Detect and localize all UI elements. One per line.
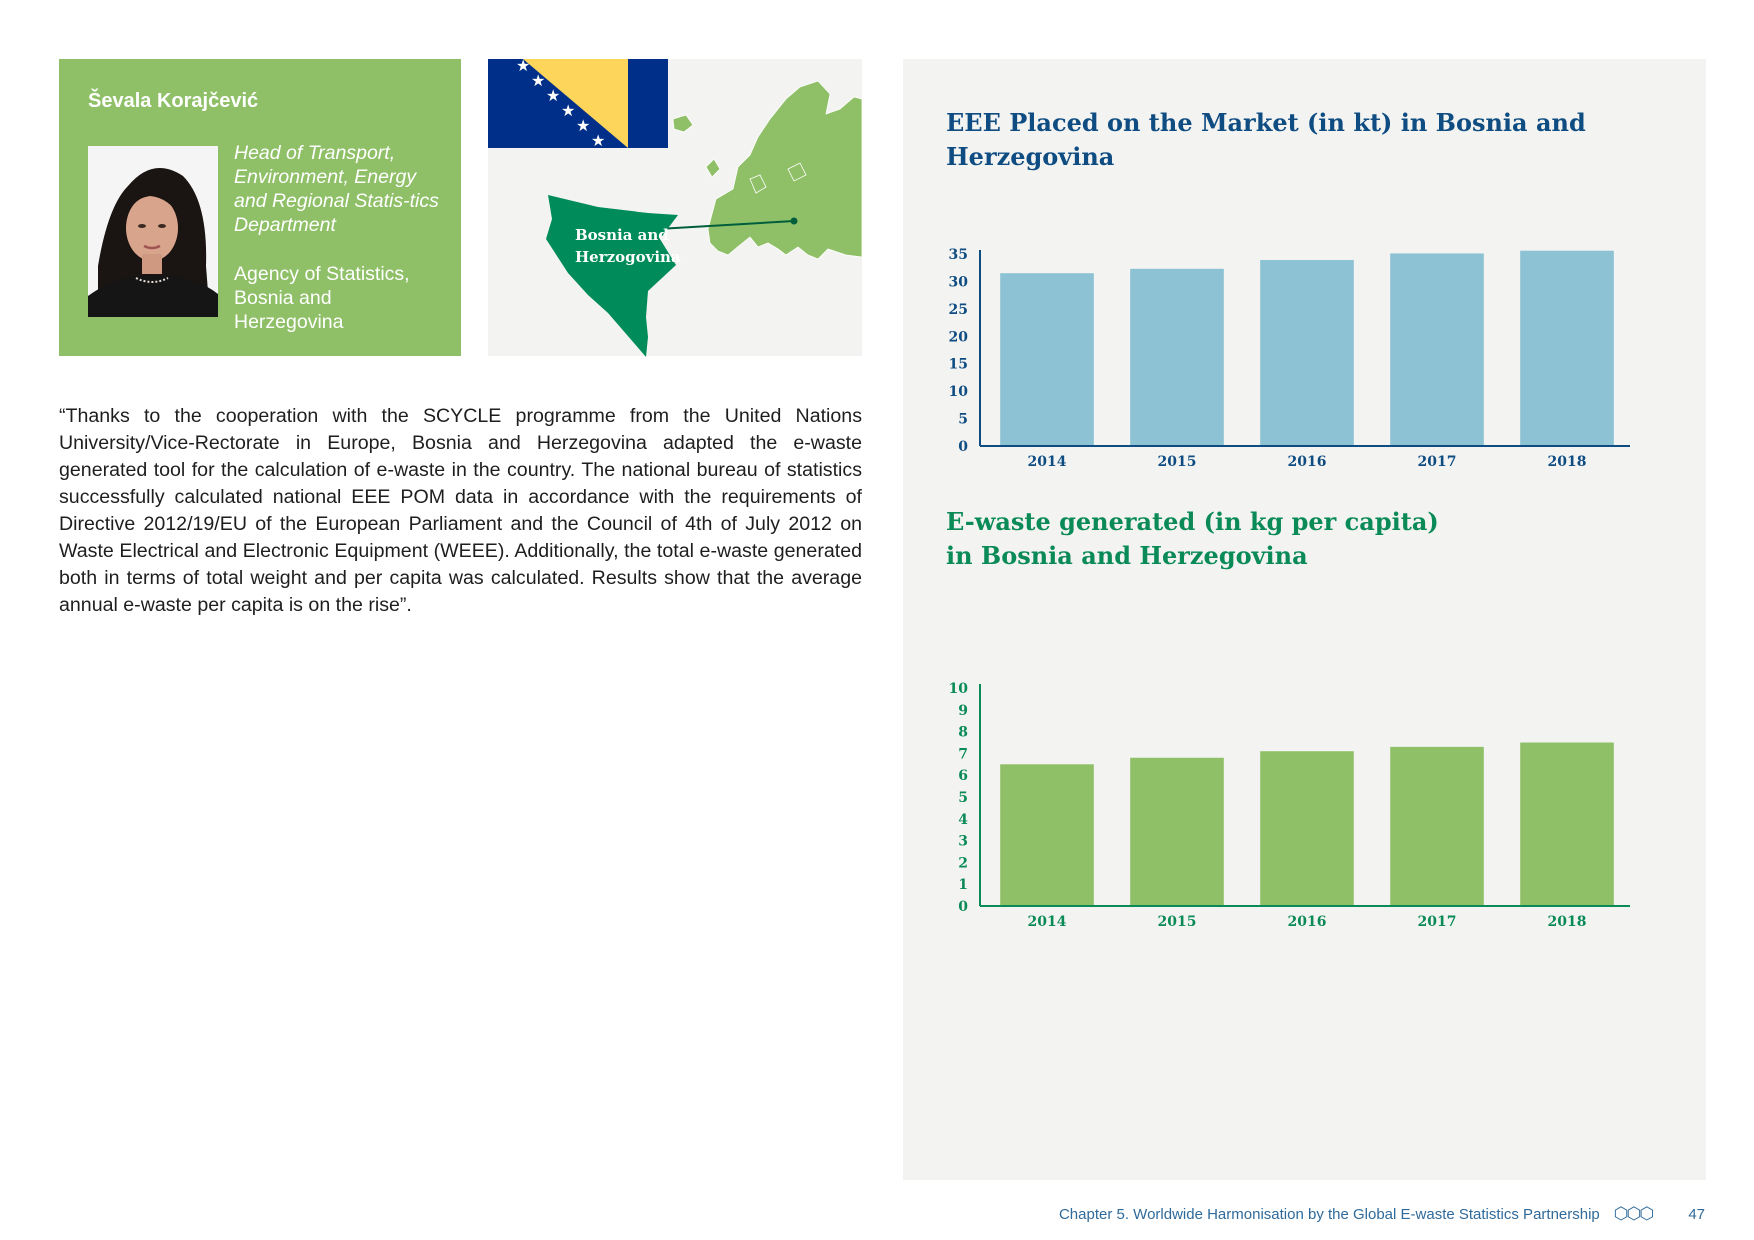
x-tick-label: 2015 xyxy=(1157,454,1197,470)
y-tick-label: 2 xyxy=(958,855,968,872)
x-tick-label: 2014 xyxy=(1027,454,1067,470)
profile-card xyxy=(59,59,461,356)
bar-2015 xyxy=(1130,269,1224,446)
y-tick-label: 35 xyxy=(948,247,968,263)
y-tick-label: 3 xyxy=(958,833,968,850)
y-tick-label: 30 xyxy=(948,274,968,291)
map-label-line2: Herzogovina xyxy=(575,248,681,266)
y-tick-label: 15 xyxy=(948,356,968,373)
bar-2016 xyxy=(1260,751,1354,906)
y-tick-label: 25 xyxy=(948,301,968,318)
chart-title-ewaste-generated xyxy=(946,505,1446,573)
hexagon-icons: ⬡⬡⬡ xyxy=(1613,1204,1653,1223)
footer-chapter-text: Chapter 5. Worldwide Harmonisation by the Global E-waste Statistics Partnership xyxy=(1058,1205,1600,1223)
x-tick-label: 2018 xyxy=(1547,454,1587,470)
page-number: 47 xyxy=(1688,1205,1705,1223)
portrait-photo xyxy=(88,146,218,317)
y-tick-label: 10 xyxy=(948,384,968,401)
y-tick-label: 5 xyxy=(958,790,968,806)
chart-panel xyxy=(903,59,1706,1180)
svg-text:★: ★ xyxy=(531,73,546,90)
x-tick-label: 2015 xyxy=(1157,914,1197,930)
chart-title-eee-pom: EEE Placed on the Market (in kt) in Bosnia and Herzegovina xyxy=(946,108,1586,171)
bar-2014 xyxy=(1000,764,1094,906)
y-tick-label: 0 xyxy=(958,439,968,455)
y-tick-label: 7 xyxy=(958,746,968,763)
y-tick-label: 9 xyxy=(958,702,968,719)
svg-text:★: ★ xyxy=(546,88,561,105)
bar-2018 xyxy=(1520,251,1614,446)
y-tick-label: 6 xyxy=(958,768,968,785)
map-label-line1: Bosnia and xyxy=(575,226,669,244)
bar-2014 xyxy=(1000,273,1094,446)
x-tick-label: 2016 xyxy=(1287,454,1327,470)
svg-text:★: ★ xyxy=(561,103,576,120)
x-tick-label: 2017 xyxy=(1417,914,1457,930)
chart-title-line1: E-waste generated (in kg per capita) xyxy=(946,507,1439,536)
y-tick-label: 10 xyxy=(948,681,968,697)
y-tick-label: 1 xyxy=(958,877,968,894)
y-tick-label: 5 xyxy=(958,411,968,428)
quote-text: “Thanks to the cooperation with the SCYCLE programme from the United Nations University/Vice-Rectorate in Europe, Bosnia and Herzegovina adapted the e-waste generated tool for the calculation of e-waste in the country. The national bureau of statistics successfully calculated national EEE POM data in accordance with the requirements of Directive 2012/19/EU of the European Parliament and the Council of 4th of July 2012 on Waste Electrical and Electronic Equipment (WEEE). Additionally, the total e-waste generated both in terms of total weight and per capita was calculated. Results show that the average annual e-waste per capita is on the rise”. xyxy=(59,405,862,616)
svg-text:★: ★ xyxy=(591,133,606,150)
x-tick-label: 2016 xyxy=(1287,914,1327,930)
bosnia-flag xyxy=(488,58,668,150)
chart-title-line2: in Bosnia and Herzegovina xyxy=(946,541,1308,570)
profile-organization: Agency of Statistics, Bosnia and Herzegovina xyxy=(234,263,410,333)
bar-2016 xyxy=(1260,260,1354,446)
bar-2017 xyxy=(1390,253,1484,446)
bosnia-shape xyxy=(546,195,678,357)
europe-map-icon xyxy=(673,81,862,259)
y-tick-label: 4 xyxy=(958,811,968,828)
bar-2015 xyxy=(1130,758,1224,906)
profile-role: Head of Transport, Environment, Energy and Regional Statis-tics Department xyxy=(234,142,439,236)
y-tick-label: 20 xyxy=(948,329,968,346)
y-tick-label: 8 xyxy=(958,724,968,741)
x-tick-label: 2018 xyxy=(1547,914,1587,930)
page-footer xyxy=(1059,1204,1705,1224)
chart-eee-placed-on-market xyxy=(903,179,1706,479)
bar-2017 xyxy=(1390,747,1484,906)
profile-name: Ševala Korajčević xyxy=(88,90,259,112)
location-map xyxy=(488,59,862,356)
bar-2018 xyxy=(1520,743,1614,907)
chart-ewaste-generated xyxy=(903,609,1706,930)
svg-text:★: ★ xyxy=(576,118,591,135)
x-tick-label: 2017 xyxy=(1417,454,1457,470)
svg-text:★: ★ xyxy=(516,58,531,75)
y-tick-label: 0 xyxy=(958,899,968,915)
x-tick-label: 2014 xyxy=(1027,914,1067,930)
